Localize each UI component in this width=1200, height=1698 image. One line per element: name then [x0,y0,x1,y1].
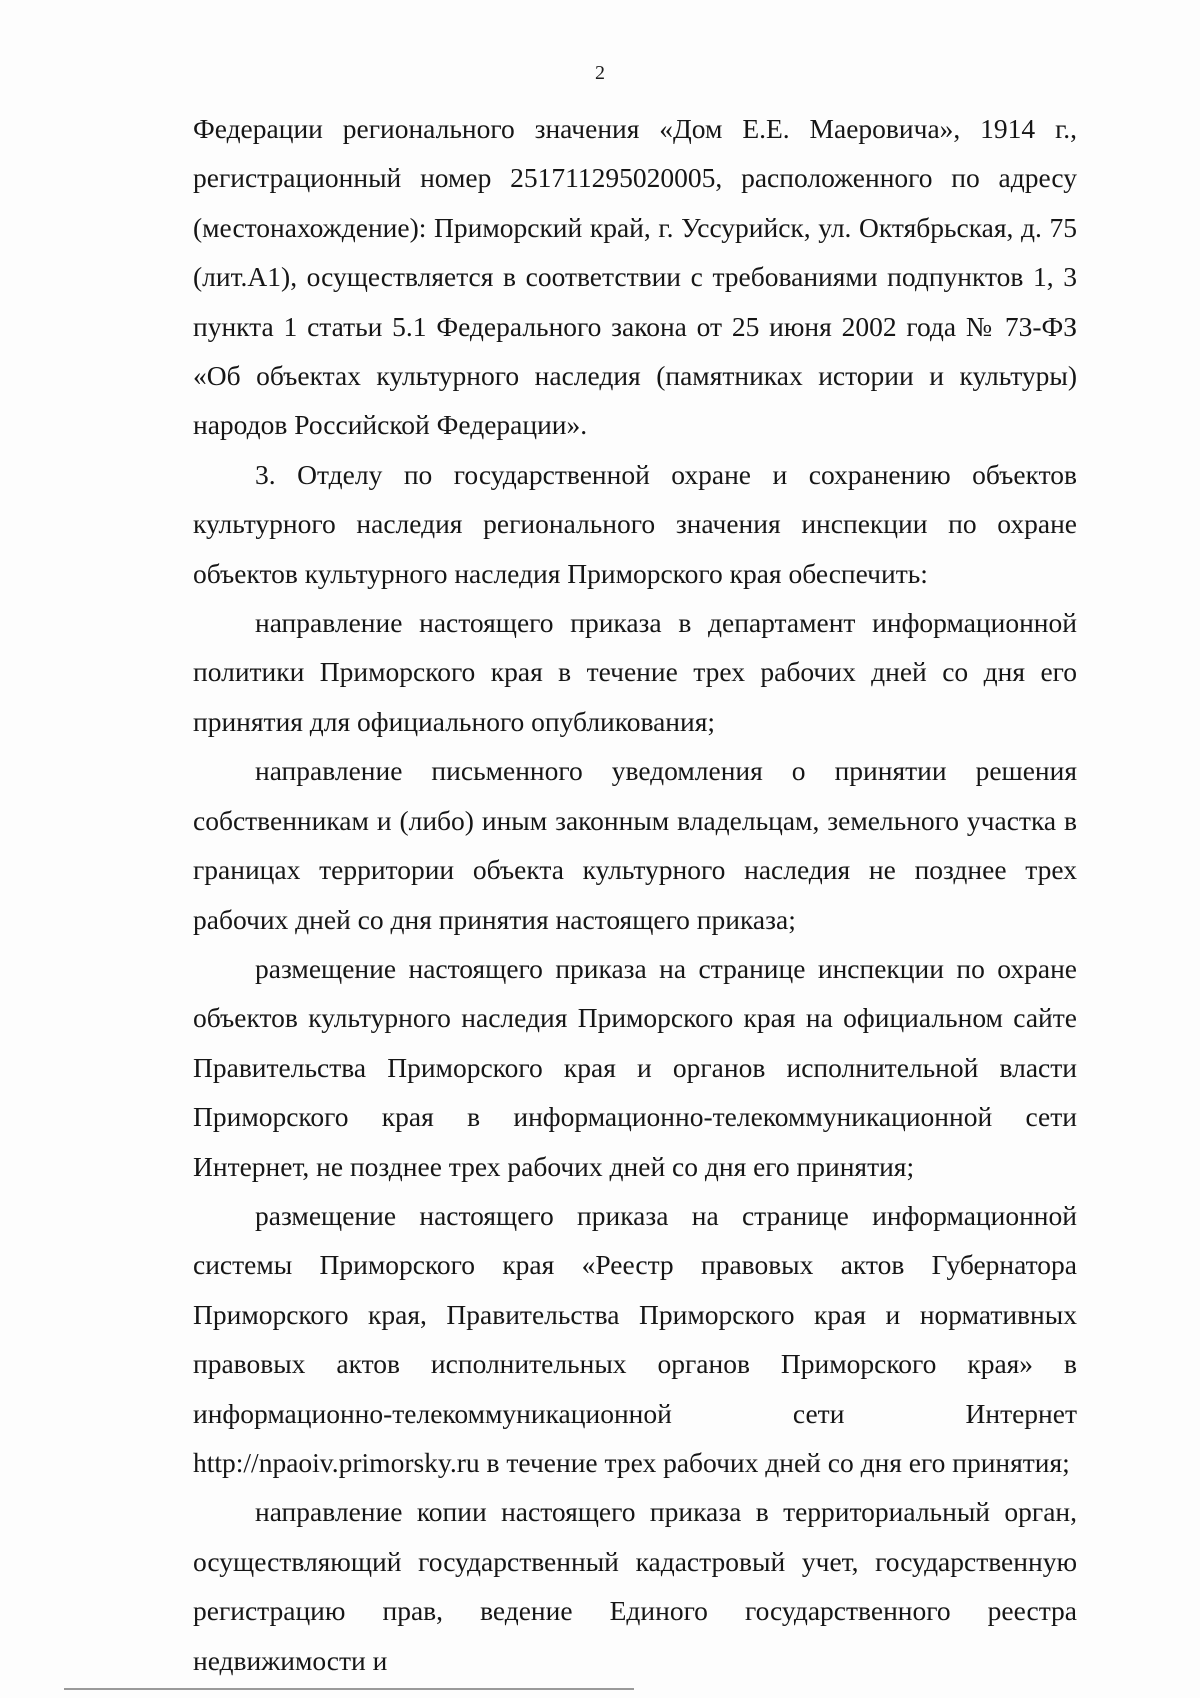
paragraph-item-3: 3. Отделу по государственной охране и сохранению объектов культурного наследия регионального значения инспекции по охране объектов культурного наследия Приморского края обеспечить: [193,458,1077,589]
paragraph-registry-posting: размещение настоящего приказа на странице информационной системы Приморского края «Реестр правовых актов Губернатора Приморского края, Правительства Приморского края и нормативных правовых актов исполнительных органов Приморского края» в информационно-телекоммуникационной сети Интернет http://npaoiv.primorsky.ru в течение трех рабочих дней со дня его принятия; [193,1199,1077,1478]
paragraph-cadastral-copy: направление копии настоящего приказа в территориальный орган, осуществляющий государственный кадастровый учет, государственную регистрацию прав, ведение Единого государственного реестра недвижимости и [193,1496,1077,1676]
page-number: 2 [595,62,605,84]
paragraph-continuation: Федерации регионального значения «Дом Е.Е. Маеровича», 1914 г., регистрационный номер 251711295020005, расположенного по адресу (местонахождение): Приморский край, г. Уссурийск, ул. Октябрьская, д. 75 (лит.А1), осуществляется в соответствии с требованиями подпунктов 1, 3 пункта 1 статьи 5.1 Федерального закона от 25 июня 2002 года № 73-ФЗ «Об объектах культурного наследия (памятниках истории и культуры) народов Российской Федерации». [193,113,1077,441]
document-body [193,104,1077,1685]
paragraph-website-posting: размещение настоящего приказа на странице инспекции по охране объектов культурного наследия Приморского края на официальном сайте Правительства Приморского края и органов исполнительной власти Приморского края в информационно-телекоммуникационной сети Интернет, не позднее трех рабочих дней со дня его принятия; [193,952,1077,1182]
paragraph-notification: направление письменного уведомления о принятии решения собственникам и (либо) иным законным владельцам, земельного участка в границах территории объекта культурного наследия не позднее трех рабочих дней со дня принятия настоящего приказа; [193,755,1077,935]
footer-rule [64,1688,634,1690]
paragraph-publication: направление настоящего приказа в департамент информационной политики Приморского края в течение трех рабочих дней со дня его принятия для официального опубликования; [193,607,1077,737]
